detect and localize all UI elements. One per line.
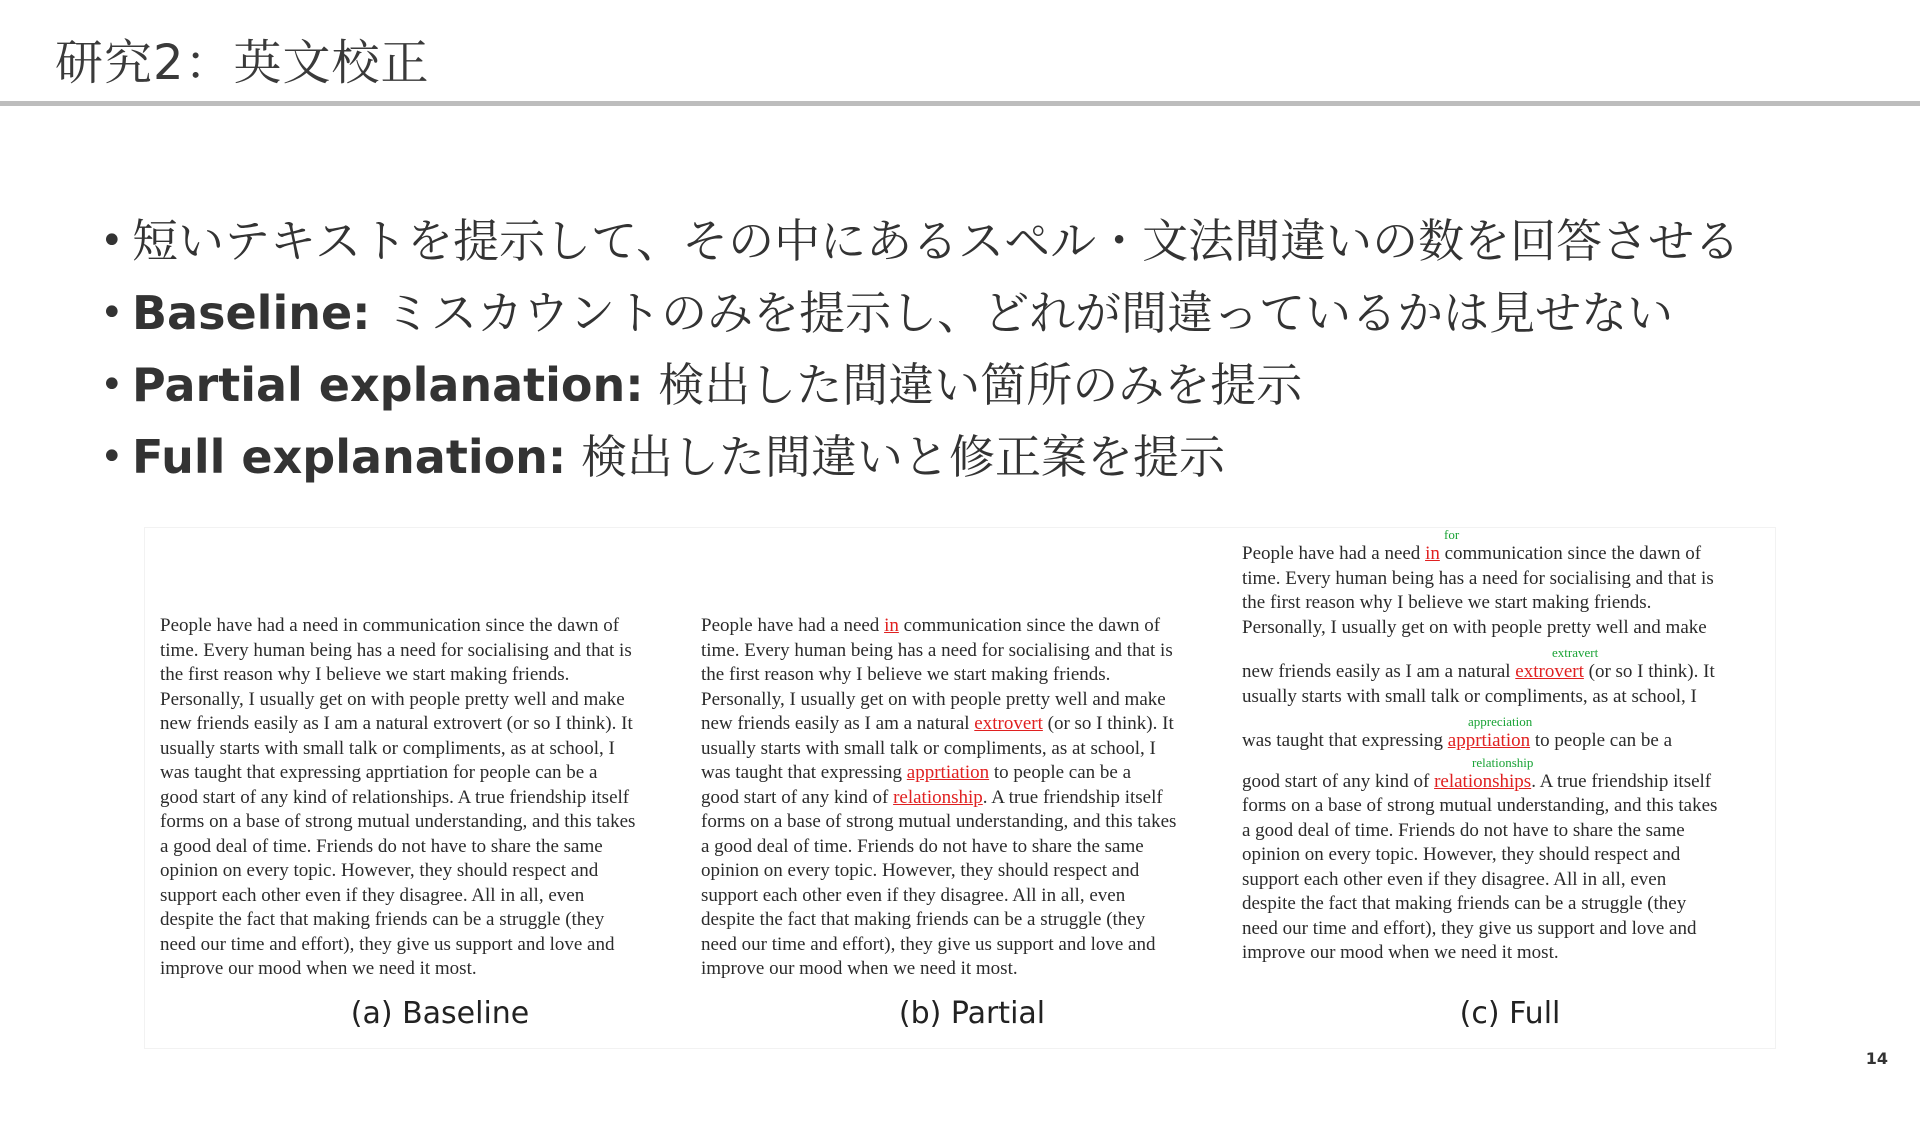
text-line: improve our mood when we need it most. <box>701 958 1018 979</box>
text-segment: . A true friendship itself <box>1531 770 1712 792</box>
error-highlight: in <box>884 615 899 636</box>
text-segment: good start of any kind of <box>1242 770 1435 792</box>
text-line: forms on a base of strong mutual understanding, and this takes <box>701 811 1177 832</box>
text-line: People have had a need in communication since the dawn of <box>160 615 620 636</box>
text-line: despite the fact that making friends can be a struggle (they <box>701 909 1146 930</box>
text-segment: communication since the dawn of <box>1439 543 1702 564</box>
text-line: a good deal of time. Friends do not have to share the same <box>160 835 603 857</box>
caption-full: (c) Full <box>1459 996 1561 1031</box>
comparison-figure <box>145 528 1775 1048</box>
slide-title: 研究2：英文校正 <box>55 35 430 91</box>
text-segment: (or so I think). It <box>1042 713 1174 734</box>
text-line <box>1242 729 1772 754</box>
title-divider <box>0 101 1920 106</box>
bullet-text: 短いテキストを提示して、その中にあるスペル・文法間違いの数を回答させる <box>132 214 1741 268</box>
text-line: new friends easily as I am a natural extrovert (or so I think). It <box>160 713 633 734</box>
text-line: opinion on every topic. However, they should respect and <box>160 860 599 881</box>
text-line: support each other even if they disagree. All in all, even <box>1242 868 1667 890</box>
bullet-item <box>100 277 1740 349</box>
text-segment: communication since the dawn of <box>898 615 1161 636</box>
error-highlight: in <box>1425 543 1440 564</box>
text-line: despite the fact that making friends can be a struggle (they <box>1242 893 1687 914</box>
caption-baseline: (a) Baseline <box>350 996 530 1031</box>
baseline-panel <box>160 614 690 1134</box>
text-line: forms on a base of strong mutual understanding, and this takes <box>1242 795 1718 816</box>
bullet-item <box>100 421 1740 493</box>
text-line: time. Every human being has a need for socialising and that is <box>160 639 632 661</box>
text-line: the first reason why I believe we start making friends. <box>160 664 570 685</box>
text-segment: was taught that expressing <box>1242 730 1448 751</box>
text-segment: to people can be a <box>1530 730 1673 751</box>
text-line <box>701 761 1231 786</box>
caption-partial: (b) Partial <box>898 996 1046 1031</box>
text-line: good start of any kind of relationships. A true friendship itself <box>160 786 630 808</box>
bullet-keyword: Baseline: <box>132 286 371 340</box>
bullet-text: 検出した間違い箇所のみを提示 <box>643 358 1303 412</box>
text-segment: . A true friendship itself <box>982 786 1163 808</box>
text-line <box>701 712 1231 737</box>
bullet-item <box>100 205 1740 277</box>
text-segment: People have had a need <box>701 615 885 636</box>
full-panel <box>1242 528 1772 1048</box>
bullet-text: ミスカウントのみを提示し、どれが間違っているかは見せない <box>370 286 1674 340</box>
text-line <box>701 614 1231 639</box>
text-line <box>1242 542 1772 567</box>
text-line: Personally, I usually get on with people pretty well and make <box>701 688 1166 710</box>
text-line: usually starts with small talk or compliments, as at school, I <box>1242 685 1697 707</box>
text-line: need our time and effort), they give us support and love and <box>1242 917 1697 939</box>
text-line: improve our mood when we need it most. <box>1242 942 1559 963</box>
text-line: despite the fact that making friends can be a struggle (they <box>160 909 605 930</box>
correction-suggestion: for <box>1444 527 1460 542</box>
correction-suggestion: appreciation <box>1468 714 1533 729</box>
text-line: usually starts with small talk or compliments, as at school, I <box>160 737 615 759</box>
page-number: 14 <box>1865 1049 1888 1068</box>
text-line: Personally, I usually get on with people pretty well and make <box>1242 616 1707 638</box>
error-highlight: extrovert <box>1515 661 1584 682</box>
bullet-text: 検出した間違いと修正案を提示 <box>566 430 1225 484</box>
text-line: a good deal of time. Friends do not have to share the same <box>1242 819 1685 841</box>
text-line: forms on a base of strong mutual understanding, and this takes <box>160 811 636 832</box>
text-line: need our time and effort), they give us support and love and <box>701 933 1156 955</box>
correction-suggestion: relationship <box>1472 754 1534 770</box>
text-line: was taught that expressing apprtiation for people can be a <box>160 762 598 783</box>
text-line: improve our mood when we need it most. <box>160 958 477 979</box>
text-line: the first reason why I believe we start making friends. <box>1242 592 1652 613</box>
text-segment: (or so I think). It <box>1583 661 1715 682</box>
text-segment: was taught that expressing <box>701 762 907 783</box>
text-segment: People have had a need <box>1242 543 1426 564</box>
text-line: usually starts with small talk or compliments, as at school, I <box>701 737 1156 759</box>
text-line: the first reason why I believe we start making friends. <box>701 664 1111 685</box>
text-line <box>1242 770 1772 795</box>
bullet-list <box>100 205 1740 493</box>
text-line: support each other even if they disagree. All in all, even <box>701 884 1126 906</box>
text-line: Personally, I usually get on with people pretty well and make <box>160 688 625 710</box>
text-segment: new friends easily as I am a natural <box>1242 661 1516 682</box>
text-line: opinion on every topic. However, they should respect and <box>1242 844 1681 865</box>
text-line <box>701 786 1231 811</box>
text-line: a good deal of time. Friends do not have to share the same <box>701 835 1144 857</box>
error-highlight: extrovert <box>974 713 1043 734</box>
text-segment: to people can be a <box>989 762 1132 783</box>
text-line: opinion on every topic. However, they should respect and <box>701 860 1140 881</box>
error-highlight: relationships <box>1434 770 1532 792</box>
text-line: time. Every human being has a need for socialising and that is <box>701 639 1173 661</box>
text-line: time. Every human being has a need for socialising and that is <box>1242 567 1714 589</box>
error-highlight: apprtiation <box>1447 730 1531 751</box>
text-segment: new friends easily as I am a natural <box>701 713 975 734</box>
bullet-keyword: Full explanation: <box>132 430 567 484</box>
text-line: support each other even if they disagree. All in all, even <box>160 884 585 906</box>
correction-suggestion: extravert <box>1552 645 1599 660</box>
partial-panel <box>701 614 1231 1134</box>
bullet-keyword: Partial explanation: <box>132 358 644 412</box>
text-segment: good start of any kind of <box>701 786 894 808</box>
text-line <box>1242 660 1772 685</box>
error-highlight: apprtiation <box>906 762 990 783</box>
text-line: need our time and effort), they give us support and love and <box>160 933 615 955</box>
error-highlight: relationship <box>893 786 983 808</box>
bullet-item <box>100 349 1740 421</box>
